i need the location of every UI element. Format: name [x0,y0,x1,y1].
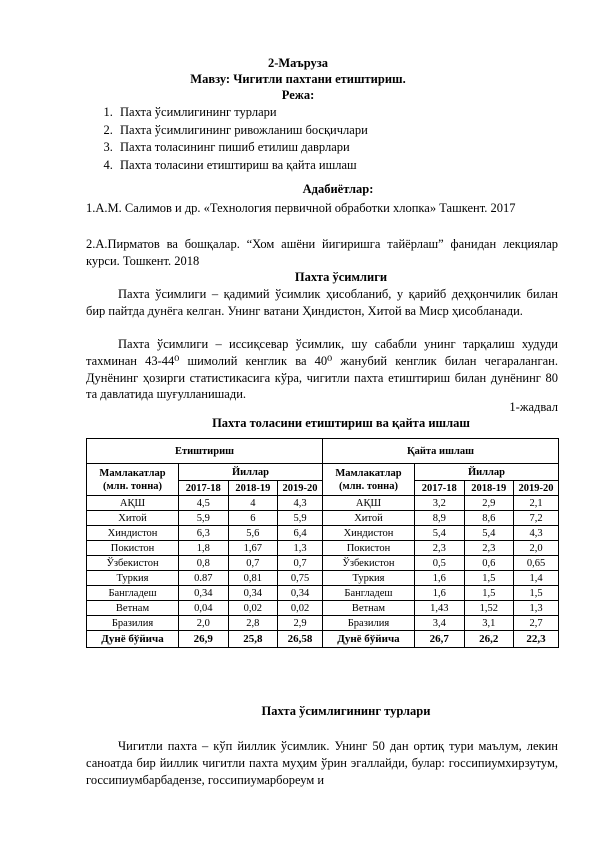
table-cell: 5,4 [464,526,514,541]
table-total-cell: 26,2 [464,631,514,648]
table-cell: Хиндистон [87,526,179,541]
table-cell: 1,5 [464,571,514,586]
table-cell: Покистон [87,541,179,556]
col-years-header: Йиллар [179,464,323,481]
table-cell: Туркия [87,571,179,586]
table-cell: 2,3 [414,541,464,556]
table-cell: 1,3 [278,541,323,556]
table-cell: 2,0 [179,616,229,631]
table-cell: АҚШ [322,496,414,511]
table-cell: 2,0 [514,541,559,556]
table-cell: 7,2 [514,511,559,526]
literature-item: 2.А.Пирматов ва бошқалар. “Хом ашёни йигиришга тайёрлаш” фанидан лекциялар курси. Тошкент. 2018 [86,237,558,268]
paragraph: Пахта ўсимлиги – иссиқсевар ўсимлик, шу сабабли унинг тарқалиш худуди тахминан 43-44⁰ шимолий кенглик ва 40⁰ жанубий кенглик билан чегараланган. Дунёнинг ҳозирги статистикасига кўра, чигитли пахта етиштириш билан дунёнинг 80 та давлатида шуғулланишади. [86,337,558,402]
table-total-cell: Дунё бўйича [87,631,179,648]
table-cell: Бразилия [87,616,179,631]
table-row [87,496,559,511]
table-cell: 2,9 [278,616,323,631]
col-country-header: Мамлакатлар (млн. тонна) [322,464,414,496]
table-row [87,571,559,586]
table-cell: 0.87 [179,571,229,586]
table-cell: Бразилия [322,616,414,631]
paragraph: Пахта ўсимлиги – қадимий ўсимлик ҳисобланиб, у қарийб деҳқончилик билан бир пайтда дунёга келган. Унинг ватани Ҳиндистон, Хитой ва Миср ҳисобланади. [86,287,558,318]
table-cell: 4,5 [179,496,229,511]
table-cell: 0,75 [278,571,323,586]
table-cell: 4,3 [514,526,559,541]
table-cell: 1,43 [414,601,464,616]
year-header: 2017-18 [414,481,464,496]
table-cell: 0,34 [278,586,323,601]
table-cell: 1,5 [464,586,514,601]
table-cell: 5,4 [414,526,464,541]
table-cell: 1,52 [464,601,514,616]
table-cell: 1,67 [228,541,278,556]
table-cell: 5,9 [278,511,323,526]
col-years-header: Йиллар [414,464,558,481]
table-total-cell: 25,8 [228,631,278,648]
plan-title: Режа: [281,88,315,102]
lecture-number: 2-Маъруза [267,56,329,70]
group-header-production: Етиштириш [87,439,323,464]
plan-item: 3. Пахта толасининг пишиб етилиш даврлари [116,139,368,157]
table-cell: 8,6 [464,511,514,526]
table-row [87,541,559,556]
plan-list [98,104,368,174]
table-cell: 0,8 [179,556,229,571]
table-cell: 2,3 [464,541,514,556]
literature-item: 1.А.М. Салимов и др. «Технология первичной обработки хлопка» Ташкент. 2017 [86,201,516,215]
section-title: Пахта ўсимлиги [294,270,388,284]
table-cell: 3,4 [414,616,464,631]
table-cell: 1,6 [414,571,464,586]
plan-item: 4. Пахта толасини етиштириш ва қайта ишлаш [116,157,368,175]
table-cell: 0,7 [278,556,323,571]
table-cell: 4 [228,496,278,511]
section-title: Пахта ўсимлигининг турлари [261,704,431,718]
table-cell: 0,81 [228,571,278,586]
table-row [87,616,559,631]
table-cell: Хиндистон [322,526,414,541]
table-cell: 1,8 [179,541,229,556]
table-cell: Бангладеш [322,586,414,601]
col-country-header: Мамлакатлар (млн. тонна) [87,464,179,496]
table-row [87,526,559,541]
plan-item: 1. Пахта ўсимлигининг турлари [116,104,368,122]
table-cell: 2,9 [464,496,514,511]
year-header: 2018-19 [464,481,514,496]
table-cell: 1,4 [514,571,559,586]
paragraph: Чигитли пахта – кўп йиллик ўсимлик. Унинг 50 дан ортиқ тури маълум, лекин саноатда бир йиллик чигитли пахта муҳим ўрин эгаллайди, булар: госсипиумхирзутум, госсипиумбарбадензе, госсипиумарбореум и [86,739,558,787]
table-cell: 5,6 [228,526,278,541]
table-row [87,586,559,601]
table-total-cell: 26,58 [278,631,323,648]
table-cell: 8,9 [414,511,464,526]
table-caption: Пахта толасини етиштириш ва қайта ишлаш [212,416,470,430]
table-row [87,601,559,616]
table-cell: 6,3 [179,526,229,541]
table-cell: 1,6 [414,586,464,601]
group-header-processing: Қайта ишлаш [322,439,558,464]
table-total-cell: Дунё бўйича [322,631,414,648]
table-row [87,556,559,571]
table-cell: 0,65 [514,556,559,571]
table-cell: 3,1 [464,616,514,631]
table-row [87,511,559,526]
year-header: 2019-20 [278,481,323,496]
table-cell: Хитой [87,511,179,526]
table-cell: 2,8 [228,616,278,631]
table-total-cell: 22,3 [514,631,559,648]
table-cell: 6,4 [278,526,323,541]
table-cell: Ветнам [87,601,179,616]
table-cell: Хитой [322,511,414,526]
table-cell: Ветнам [322,601,414,616]
table-cell: 0,7 [228,556,278,571]
table-cell: 2,7 [514,616,559,631]
year-header: 2019-20 [514,481,559,496]
table-total-row [87,631,559,648]
table-cell: Ўзбекистон [87,556,179,571]
year-header: 2018-19 [228,481,278,496]
table-cell: Туркия [322,571,414,586]
table-cell: 0,34 [179,586,229,601]
table-cell: 4,3 [278,496,323,511]
table-cell: 2,1 [514,496,559,511]
table-cell: 1,5 [514,586,559,601]
table-cell: 0,04 [179,601,229,616]
table-cell: 0,34 [228,586,278,601]
table-cell: 3,2 [414,496,464,511]
table-total-cell: 26,7 [414,631,464,648]
table-cell: 6 [228,511,278,526]
cotton-table [86,438,559,648]
table-cell: АҚШ [87,496,179,511]
table-cell: Бангладеш [87,586,179,601]
table-number: 1-жадвал [509,400,558,414]
table-cell: 0,02 [228,601,278,616]
year-header: 2017-18 [179,481,229,496]
table-cell: 5,9 [179,511,229,526]
plan-item: 2. Пахта ўсимлигининг ривожланиш босқичлари [116,122,368,140]
literature-title: Адабиётлар: [302,182,374,196]
table-total-cell: 26,9 [179,631,229,648]
table-cell: 0,5 [414,556,464,571]
table-cell: Ўзбекистон [322,556,414,571]
table-cell: 0,6 [464,556,514,571]
table-cell: Покистон [322,541,414,556]
lecture-topic: Мавзу: Чигитли пахтани етиштириш. [190,72,406,86]
table-cell: 1,3 [514,601,559,616]
table-cell: 0,02 [278,601,323,616]
